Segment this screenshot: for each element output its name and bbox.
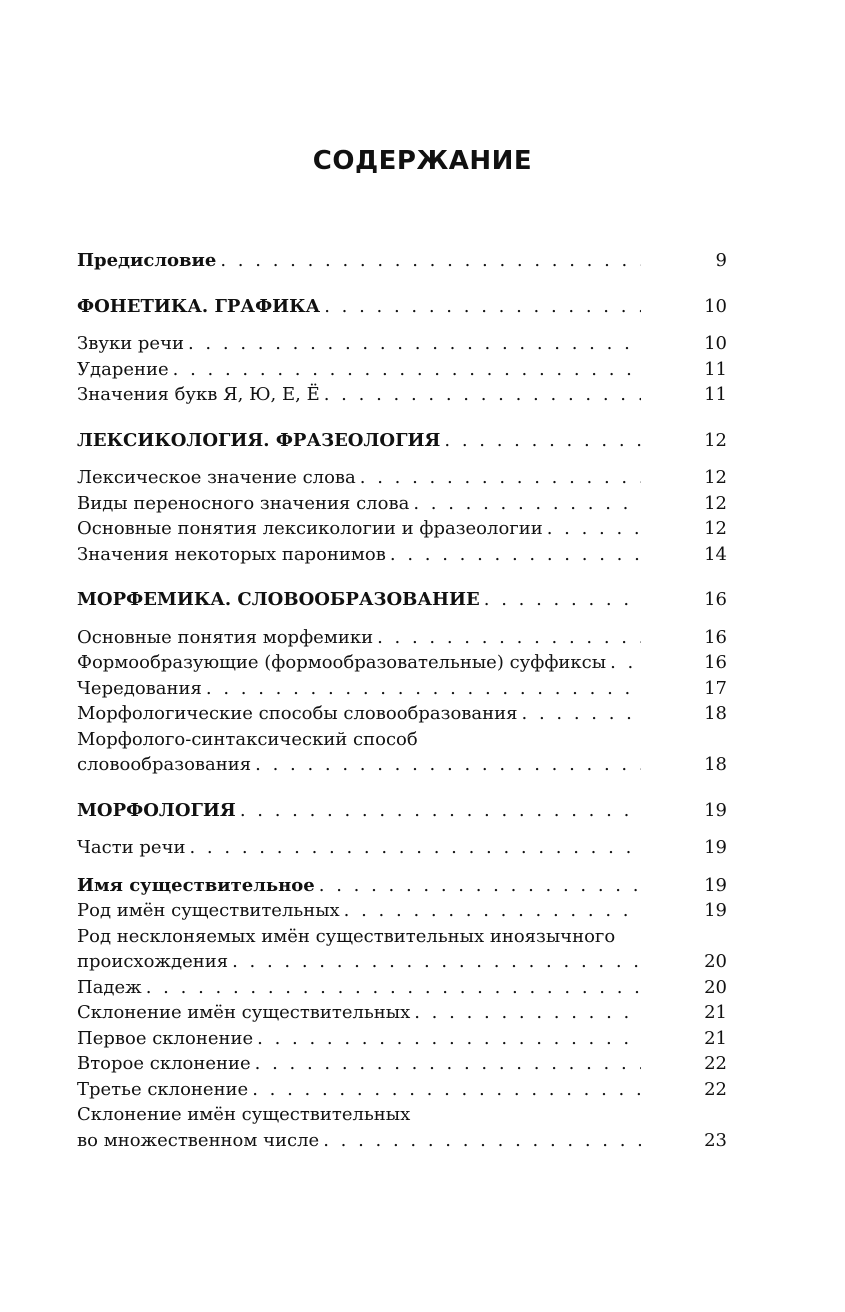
- toc-subsection-noun[interactable]: [77, 873, 727, 899]
- toc-entry-label: МОРФЕМИКА. СЛОВООБРАЗОВАНИЕ: [77, 589, 480, 610]
- toc-entry-label: Чередования: [77, 677, 202, 699]
- toc-entry[interactable]: [77, 491, 727, 517]
- toc-entry-label: МОРФОЛОГИЯ: [77, 799, 236, 821]
- toc-entry[interactable]: [77, 1051, 727, 1077]
- toc-entry-line1[interactable]: [77, 924, 727, 950]
- toc-entry[interactable]: [77, 542, 727, 568]
- toc-entry[interactable]: [77, 1077, 727, 1103]
- toc-entry-label: Имя существительное: [77, 874, 315, 896]
- toc-entry[interactable]: [77, 835, 727, 861]
- toc-page-number: 11: [704, 358, 727, 380]
- toc-page-number: 19: [704, 874, 727, 896]
- dot-leader: [324, 382, 641, 408]
- toc-page-number: 19: [704, 799, 727, 821]
- toc-entry-preface[interactable]: [77, 248, 727, 274]
- toc-entry-label: ФОНЕТИКА. ГРАФИКА: [77, 295, 321, 317]
- dot-leader: [413, 491, 641, 517]
- toc-page-number: 20: [704, 951, 727, 972]
- toc-entry[interactable]: [77, 465, 727, 491]
- toc-page-number: 16: [704, 589, 727, 610]
- table-of-contents: [77, 248, 727, 1153]
- toc-page-number: 23: [704, 1129, 727, 1151]
- dot-leader: [414, 1000, 641, 1026]
- toc-page-number: 18: [704, 754, 727, 775]
- toc-entry-label: Формообразующие (формообразовательные) суффиксы: [77, 652, 607, 673]
- toc-entry-label: Первое склонение: [77, 1027, 254, 1049]
- toc-entry-label: Род имён существительных: [77, 900, 340, 921]
- toc-entry[interactable]: [77, 975, 727, 1001]
- dot-leader: [173, 357, 641, 383]
- toc-entry[interactable]: [77, 516, 727, 542]
- toc-entry-label: Виды переносного значения слова: [77, 492, 410, 514]
- dot-leader: [206, 676, 641, 702]
- page-title: СОДЕРЖАНИЕ: [312, 146, 533, 176]
- toc-entry[interactable]: [77, 701, 727, 727]
- toc-entry[interactable]: [77, 676, 727, 702]
- toc-entry-label: Лексическое значение слова: [77, 467, 356, 488]
- toc-page-number: 16: [704, 652, 727, 673]
- dot-leader: [255, 1051, 641, 1077]
- toc-page-number: 9: [715, 250, 727, 271]
- toc-page-number: 12: [704, 518, 727, 539]
- toc-page-number: 12: [704, 429, 727, 451]
- toc-page-number: 22: [704, 1053, 727, 1074]
- toc-entry-label: ЛЕКСИКОЛОГИЯ. ФРАЗЕОЛОГИЯ: [77, 429, 441, 451]
- toc-entry-label: Ударение: [77, 358, 169, 380]
- toc-entry-label: Второе склонение: [77, 1053, 251, 1074]
- toc-page-number: 20: [704, 976, 727, 998]
- toc-entry-label: Морфологические способы словообразования: [77, 703, 518, 724]
- dot-leader: [319, 873, 641, 899]
- dot-leader: [344, 898, 641, 924]
- toc-page-number: 14: [704, 543, 727, 565]
- toc-entry[interactable]: [77, 625, 727, 651]
- toc-page-number: 12: [704, 492, 727, 514]
- toc-entry-label: Значения некоторых паронимов: [77, 543, 386, 565]
- toc-page-number: 21: [704, 1002, 727, 1023]
- dot-leader: [146, 975, 641, 1001]
- toc-entry-label: Морфолого-синтаксический способ: [77, 728, 418, 750]
- toc-page-number: 21: [704, 1027, 727, 1049]
- dot-leader: [188, 331, 641, 357]
- dot-leader: [360, 465, 641, 491]
- toc-section-lexicology[interactable]: [77, 428, 727, 454]
- toc-entry-label: Основные понятия морфемики: [77, 626, 374, 648]
- toc-entry-label: Значения букв Я, Ю, Е, Ё: [77, 384, 320, 405]
- dot-leader: [232, 949, 641, 975]
- dot-leader: [390, 542, 641, 568]
- dot-leader: [240, 798, 641, 824]
- dot-leader: [324, 294, 641, 320]
- toc-entry-label-continued: происхождения: [77, 951, 229, 972]
- toc-entry-label: Звуки речи: [77, 333, 184, 354]
- toc-entry-label-continued: словообразования: [77, 754, 252, 775]
- toc-page-number: 16: [704, 626, 727, 648]
- toc-entry-label: Склонение имён существительных: [77, 1002, 411, 1023]
- dot-leader: [323, 1128, 641, 1154]
- toc-page-number: 10: [704, 295, 727, 317]
- dot-leader: [255, 752, 641, 778]
- dot-leader: [484, 587, 641, 613]
- toc-page-number: 22: [704, 1078, 727, 1100]
- toc-page-number: 19: [704, 837, 727, 858]
- toc-entry-label-continued: во множественном числе: [77, 1129, 320, 1151]
- toc-entry[interactable]: [77, 1026, 727, 1052]
- toc-entry[interactable]: [77, 382, 727, 408]
- toc-page-number: 10: [704, 333, 727, 354]
- toc-entry-label: Склонение имён существительных: [77, 1104, 411, 1125]
- toc-entry-line2[interactable]: [77, 752, 727, 778]
- toc-section-morphology[interactable]: [77, 798, 727, 824]
- toc-entry-label: Падеж: [77, 976, 142, 998]
- toc-entry-line1[interactable]: [77, 1102, 727, 1128]
- toc-entry[interactable]: [77, 1000, 727, 1026]
- toc-entry-label: Третье склонение: [77, 1078, 249, 1100]
- toc-page-number: 18: [704, 703, 727, 724]
- toc-page-number: 17: [704, 677, 727, 699]
- toc-entry[interactable]: [77, 650, 727, 676]
- toc-entry[interactable]: [77, 357, 727, 383]
- dot-leader: [220, 248, 641, 274]
- toc-entry[interactable]: [77, 898, 727, 924]
- toc-entry[interactable]: [77, 331, 727, 357]
- toc-entry-label: Основные понятия лексикологии и фразеологии: [77, 518, 543, 539]
- dot-leader: [252, 1077, 641, 1103]
- toc-entry-label: Предисловие: [77, 250, 217, 271]
- toc-entry-line1[interactable]: [77, 727, 727, 753]
- dot-leader: [444, 428, 641, 454]
- toc-entry-line2[interactable]: [77, 949, 727, 975]
- toc-section-phonetics[interactable]: [77, 294, 727, 320]
- dot-leader: [257, 1026, 641, 1052]
- dot-leader: [377, 625, 641, 651]
- toc-page-number: 12: [704, 467, 727, 488]
- dot-leader: [189, 835, 641, 861]
- toc-section-morphemics[interactable]: [77, 587, 727, 613]
- dot-leader: [522, 701, 641, 727]
- toc-page-number: 19: [704, 900, 727, 921]
- dot-leader: [610, 650, 641, 676]
- toc-entry-label: Род несклоняемых имён существительных иноязычного: [77, 925, 616, 947]
- toc-entry-line2[interactable]: [77, 1128, 727, 1154]
- toc-page-number: 11: [704, 384, 727, 405]
- toc-entry-label: Части речи: [77, 837, 186, 858]
- dot-leader: [547, 516, 641, 542]
